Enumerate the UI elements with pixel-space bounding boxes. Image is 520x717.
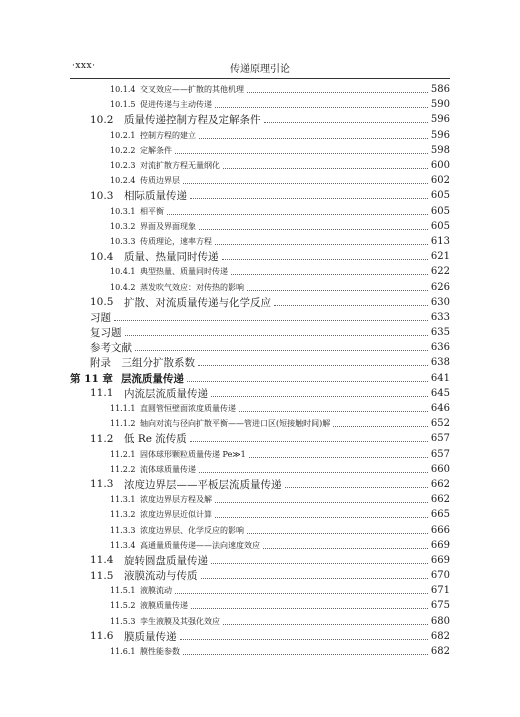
toc-entry-title: 典型热量、质量同时传递 — [140, 267, 228, 277]
toc-entry-number: 11.6 — [90, 630, 114, 643]
toc-entry-title: 习题 — [90, 311, 111, 324]
dot-leader — [187, 381, 428, 382]
running-header — [70, 60, 450, 79]
dot-leader — [198, 365, 428, 366]
toc-entry-page: 638 — [430, 357, 450, 369]
toc-entry-page: 657 — [430, 433, 450, 445]
toc-subsection-entry — [70, 204, 450, 219]
toc-subsection-entry — [70, 447, 450, 462]
dot-leader — [201, 578, 428, 579]
toc-entry-page: 602 — [430, 175, 450, 187]
toc-entry-page: 622 — [430, 266, 450, 278]
toc-entry-number: 11.5.1 — [110, 586, 136, 596]
toc-section-entry — [70, 477, 450, 492]
toc-entry-page: 586 — [430, 84, 450, 96]
toc-backmatter-entry — [70, 340, 450, 355]
toc-subsection-entry — [70, 219, 450, 234]
toc-entry-number: 11.1.1 — [110, 404, 136, 414]
toc-entry-number: 10.3 — [90, 189, 114, 202]
toc-entry-title: 液膜质量传递 — [140, 601, 188, 611]
toc-entry-page: 598 — [430, 144, 450, 156]
toc-entry-number: 11.3.3 — [110, 525, 136, 535]
toc-entry-title: 扩散、对流质量传递与化学反应 — [124, 296, 271, 309]
toc-entry-number: 10.3.2 — [110, 221, 136, 231]
toc-subsection-entry — [70, 507, 450, 522]
toc-entry-title: 交叉效应——扩散的其他机理 — [140, 85, 244, 95]
toc-entry-title: 传质边界层 — [140, 176, 180, 186]
toc-entry-number: 10.4.1 — [110, 267, 136, 277]
toc-entry-title: 膜质量传递 — [124, 630, 177, 643]
dot-leader — [333, 426, 428, 427]
toc-section-entry — [70, 553, 450, 568]
toc-subsection-entry — [70, 614, 450, 629]
toc-entry-page: 596 — [430, 129, 450, 141]
toc-subsection-entry — [70, 462, 450, 477]
toc-entry-number: 10.3.3 — [110, 236, 136, 246]
toc-entry-page: 633 — [430, 311, 450, 323]
toc-entry-page: 669 — [430, 539, 450, 551]
toc-section-entry — [70, 295, 450, 310]
toc-entry-title: 对流扩散方程无量纲化 — [140, 161, 220, 171]
toc-subsection-entry — [70, 598, 450, 613]
toc-entry-page: 635 — [430, 327, 450, 339]
toc-entry-number: 11.5.3 — [110, 616, 136, 626]
toc-section-entry — [70, 249, 450, 264]
toc-entry-title: 定解条件 — [140, 145, 172, 155]
dot-leader — [247, 290, 428, 291]
toc-entry-title: 附录 三组分扩散系数 — [90, 357, 195, 370]
toc-entry-page: 682 — [430, 646, 450, 658]
dot-leader — [247, 92, 428, 93]
toc-section-entry — [70, 112, 450, 127]
toc-entry-title: 直圆管恒壁面浓度质量传递 — [140, 404, 236, 414]
toc-entry-title: 液膜流动与传质 — [124, 570, 198, 583]
toc-entry-number: 第 11 章 — [70, 372, 113, 385]
toc-subsection-entry — [70, 128, 450, 143]
toc-subsection-entry — [70, 583, 450, 598]
dot-leader — [114, 320, 428, 321]
dot-leader — [167, 214, 428, 215]
toc-entry-title: 浓度边界层——平板层流质量传递 — [124, 478, 282, 491]
toc-subsection-entry — [70, 143, 450, 158]
toc-entry-number: 11.1 — [90, 387, 114, 400]
toc-entry-number: 11.5.2 — [110, 601, 136, 611]
toc-backmatter-entry — [70, 310, 450, 325]
toc-entry-page: 671 — [430, 585, 450, 597]
toc-section-entry — [70, 629, 450, 644]
toc-entry-number: 10.4.2 — [110, 282, 136, 292]
dot-leader — [135, 350, 428, 351]
toc-entry-page: 630 — [430, 296, 450, 308]
toc-entry-title: 相平衡 — [140, 206, 164, 216]
toc-subsection-entry — [70, 522, 450, 537]
dot-leader — [175, 593, 428, 594]
toc-entry-number: 10.4 — [90, 250, 114, 263]
toc-entry-title: 浓度边界层方程及解 — [140, 495, 212, 505]
toc-entry-page: 682 — [430, 630, 450, 642]
dot-leader — [215, 517, 428, 518]
dot-leader — [199, 472, 428, 473]
toc-entry-title: 膜性能参数 — [140, 647, 180, 657]
dot-leader — [190, 198, 428, 199]
toc-entry-number: 10.2.3 — [110, 161, 136, 171]
toc-entry-page: 657 — [430, 448, 450, 460]
toc-entry-page: 646 — [430, 403, 450, 415]
toc-entry-number: 10.1.5 — [110, 100, 136, 110]
toc-entry-page: 621 — [430, 251, 450, 263]
toc-entry-number: 11.4 — [90, 554, 114, 567]
toc-entry-title: 复习题 — [90, 327, 122, 340]
toc-entry-title: 相际质量传递 — [124, 190, 187, 203]
dot-leader — [215, 107, 428, 108]
toc-entry-number: 10.2.1 — [110, 130, 136, 140]
dot-leader — [183, 183, 428, 184]
toc-entry-page: 666 — [430, 524, 450, 536]
table-of-contents — [70, 82, 450, 659]
toc-entry-number: 11.2.2 — [110, 464, 136, 474]
toc-entry-page: 605 — [430, 220, 450, 232]
toc-subsection-entry — [70, 97, 450, 112]
dot-leader — [190, 441, 428, 442]
toc-entry-page: 600 — [430, 160, 450, 172]
dot-leader — [222, 259, 428, 260]
toc-subsection-entry — [70, 234, 450, 249]
dot-leader — [264, 122, 428, 123]
toc-subsection-entry — [70, 538, 450, 553]
toc-entry-page: 662 — [430, 478, 450, 490]
dot-leader — [263, 548, 428, 549]
dot-leader — [180, 639, 428, 640]
toc-entry-page: 660 — [430, 463, 450, 475]
toc-entry-number: 10.2.2 — [110, 145, 136, 155]
toc-subsection-entry — [70, 173, 450, 188]
toc-entry-number: 11.6.1 — [110, 647, 136, 657]
toc-entry-title: 孪生液膜及其强化效应 — [140, 616, 220, 626]
toc-entry-number: 10.2.4 — [110, 176, 136, 186]
toc-entry-number: 10.1.4 — [110, 85, 136, 95]
toc-entry-page: 613 — [430, 235, 450, 247]
dot-leader — [175, 153, 428, 154]
toc-backmatter-entry — [70, 355, 450, 370]
toc-subsection-entry — [70, 82, 450, 97]
toc-subsection-entry — [70, 401, 450, 416]
toc-entry-title: 浓度边界层、化学反应的影响 — [140, 525, 244, 535]
toc-subsection-entry — [70, 416, 450, 431]
toc-entry-page: 670 — [430, 570, 450, 582]
toc-entry-number: 11.3.2 — [110, 510, 136, 520]
toc-entry-page: 605 — [430, 190, 450, 202]
dot-leader — [249, 457, 428, 458]
toc-entry-page: 665 — [430, 509, 450, 521]
dot-leader — [274, 305, 428, 306]
toc-entry-number: 11.2.1 — [110, 449, 136, 459]
toc-entry-title: 传质理论，速率方程 — [140, 236, 212, 246]
toc-backmatter-entry — [70, 325, 450, 340]
dot-leader — [211, 396, 428, 397]
dot-leader — [199, 138, 428, 139]
toc-entry-title: 低 Re 流传质 — [124, 433, 187, 446]
toc-entry-page: 680 — [430, 615, 450, 627]
toc-entry-page: 662 — [430, 494, 450, 506]
toc-entry-title: 固体球形颗粒质量传递 Pe≫1 — [140, 449, 246, 459]
dot-leader — [125, 335, 428, 336]
toc-entry-page: 596 — [430, 114, 450, 126]
dot-leader — [247, 533, 428, 534]
toc-entry-title: 层流质量传递 — [120, 372, 184, 385]
toc-entry-title: 高通量质量传递——法向速度效应 — [140, 540, 260, 550]
dot-leader — [215, 244, 428, 245]
toc-subsection-entry — [70, 264, 450, 279]
toc-entry-title: 界面及界面现象 — [140, 221, 196, 231]
toc-entry-page: 645 — [430, 387, 450, 399]
toc-entry-number: 11.3 — [90, 478, 114, 491]
toc-subsection-entry — [70, 158, 450, 173]
dot-leader — [223, 168, 428, 169]
toc-section-entry — [70, 431, 450, 446]
toc-entry-number: 11.1.2 — [110, 419, 136, 429]
toc-section-entry — [70, 188, 450, 203]
toc-subsection-entry — [70, 644, 450, 659]
toc-entry-title: 浓度边界层近似计算 — [140, 510, 212, 520]
toc-entry-number: 10.5 — [90, 296, 114, 309]
toc-subsection-entry — [70, 492, 450, 507]
toc-entry-title: 内流层流质量传递 — [124, 387, 208, 400]
toc-chapter-entry — [70, 371, 450, 386]
toc-entry-number: 11.5 — [90, 569, 114, 582]
toc-entry-page: 652 — [430, 418, 450, 430]
dot-leader — [223, 624, 428, 625]
dot-leader — [285, 487, 428, 488]
page-number-marker: ·xxx· — [72, 61, 96, 71]
dot-leader — [239, 411, 428, 412]
toc-entry-title: 控制方程的建立 — [140, 130, 196, 140]
toc-entry-page: 590 — [430, 99, 450, 111]
toc-entry-title: 流体球质量传递 — [140, 464, 196, 474]
dot-leader — [215, 502, 428, 503]
toc-entry-title: 蒸发吹气效应：对传热的影响 — [140, 282, 244, 292]
toc-section-entry — [70, 568, 450, 583]
toc-entry-page: 675 — [430, 600, 450, 612]
toc-entry-number: 10.2 — [90, 113, 114, 126]
toc-entry-title: 旋转圆盘质量传递 — [124, 554, 208, 567]
toc-entry-title: 促进传递与主动传递 — [140, 100, 212, 110]
toc-entry-number: 11.3.4 — [110, 540, 136, 550]
toc-entry-page: 626 — [430, 281, 450, 293]
dot-leader — [183, 654, 428, 655]
dot-leader — [191, 608, 428, 609]
toc-subsection-entry — [70, 279, 450, 294]
toc-entry-page: 636 — [430, 342, 450, 354]
toc-entry-title: 质量传递控制方程及定解条件 — [124, 114, 261, 127]
toc-entry-title: 质量、热量同时传递 — [124, 251, 219, 264]
toc-entry-page: 641 — [430, 372, 450, 384]
toc-entry-title: 参考文献 — [90, 342, 132, 355]
toc-entry-number: 11.2 — [90, 432, 114, 445]
toc-section-entry — [70, 386, 450, 401]
dot-leader — [231, 274, 428, 275]
dot-leader — [211, 563, 428, 564]
toc-entry-title: 液膜流动 — [140, 586, 172, 596]
toc-entry-page: 669 — [430, 554, 450, 566]
toc-entry-page: 605 — [430, 205, 450, 217]
toc-entry-title: 轴向对流与径向扩散平衡——管进口区(短接触时间)解 — [140, 419, 331, 429]
toc-entry-number: 10.3.1 — [110, 206, 136, 216]
toc-entry-number: 11.3.1 — [110, 495, 136, 505]
running-title: 传递原理引论 — [230, 64, 290, 75]
dot-leader — [199, 229, 428, 230]
